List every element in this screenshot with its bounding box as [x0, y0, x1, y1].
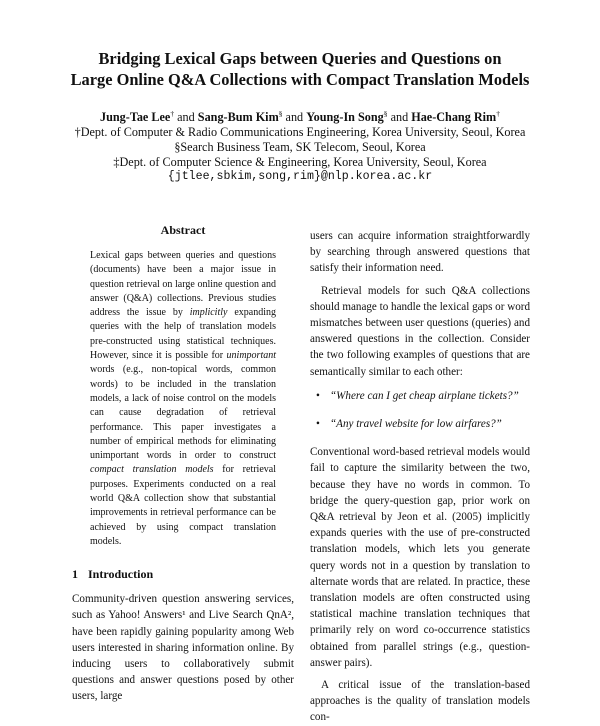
author-name: Jung-Tae Lee	[100, 110, 171, 124]
affiliation-mark: §	[383, 108, 388, 118]
bullet-icon: •	[316, 389, 320, 402]
intro-paragraph: Community-driven question answering services, such as Yahoo! Answers¹ and Live Search QnA², have been rapidly gaining popularity among Web users interested in sharing information online. By inducing users to collaboratively submit questions and answer questions posed by other users, large	[72, 593, 294, 703]
and-word: and	[177, 110, 195, 124]
author-name: Hae-Chang Rim	[411, 110, 497, 124]
body-paragraph: Conventional word-based retrieval models would fail to capture the similarity between the two, because they have no words in common. To bridge the query-question gap, prior work on Q&A retrieval by Jeon et al. (2005) implicitly expands queries with the use of pre-constructed translation models, which lets you generate query words not in a question by translation to alternate words that are related. In practice, these translation models are often constructed using statistical machine translation techniques that primarily rely on word co-occurrence statistics obtained from parallel strings (e.g., question-answer pairs).	[310, 446, 530, 669]
abstract-heading: Abstract	[160, 223, 206, 237]
abstract-segment: for retrieval purposes. Experiments conducted on a real world Q&A collection show that substantial improvements in retrieval performance can be achieved by using compact translation models.	[90, 464, 276, 547]
affiliation-mark: †	[496, 108, 500, 118]
and-word: and	[390, 110, 409, 124]
bullet-icon: •	[316, 418, 320, 431]
abstract-segment: Lexical gaps between queries and questions (documents) have been a major issue in question retrieval on large online question and answer (Q&A) collections. Previous studies address the issue by	[90, 250, 276, 319]
author-list	[0, 109, 600, 125]
affiliation-mark: §	[278, 108, 283, 118]
author-block	[0, 109, 600, 185]
author-name: Sang-Bum Kim	[197, 110, 279, 124]
body-paragraph: A critical issue of the translation-based approaches is the quality of translation models con-	[310, 679, 530, 724]
abstract-segment: words (e.g., non-topical words, common words) to be included in the translation models, a lack of noise control on the models can cause degradation of retrieval performance. This paper investigates a number of empirical methods for eliminating unimportant words in order to construct	[90, 364, 276, 462]
abstract-emphasis: unimportant	[226, 350, 276, 362]
abstract-text	[90, 249, 276, 549]
affiliation-mark: †	[170, 108, 175, 118]
title-line-1: Bridging Lexical Gaps between Queries and Questions on	[98, 49, 502, 68]
body-paragraph: Retrieval models for such Q&A collections should manage to handle the lexical gaps or word mismatches between user questions (queries) and answered questions in the collection. Consider the two following examples of questions that are semantically similar to each other:	[310, 284, 530, 378]
list-item	[310, 388, 530, 404]
left-column	[72, 222, 294, 705]
section-heading-introduction	[72, 566, 294, 582]
example-question: “Where can I get cheap airplane tickets?”	[330, 389, 519, 402]
paper-title	[0, 48, 600, 90]
section-number: 1	[72, 567, 78, 582]
abstract-segment: expanding queries with the help of translation models pre-constructed using statistical techniques. However, since it is possible for	[90, 307, 276, 362]
right-column	[310, 228, 530, 726]
abstract-emphasis: compact translation models	[90, 464, 214, 476]
and-word: and	[285, 110, 304, 124]
author-name: Young-In Song	[306, 110, 384, 124]
body-paragraph: users can acquire information straightforwardly by searching through answered questions that satisfy their information need.	[310, 230, 530, 275]
abstract-emphasis: implicitly	[189, 307, 228, 319]
affiliation-line: §Search Business Team, SK Telecom, Seoul, Korea	[174, 139, 426, 154]
example-question: “Any travel website for low airfares?”	[330, 418, 502, 431]
affiliation-line: ‡Dept. of Computer Science & Engineering, Korea University, Seoul, Korea	[113, 154, 487, 169]
example-list	[310, 388, 530, 432]
affiliation-line: †Dept. of Computer & Radio Communications Engineering, Korea University, Seoul, Korea	[74, 125, 526, 139]
title-line-2: Large Online Q&A Collections with Compact Translation Models	[70, 70, 530, 89]
author-email: {jtlee,sbkim,song,rim}@nlp.korea.ac.kr	[167, 170, 433, 184]
section-title: Introduction	[88, 567, 154, 582]
list-item	[310, 416, 530, 432]
